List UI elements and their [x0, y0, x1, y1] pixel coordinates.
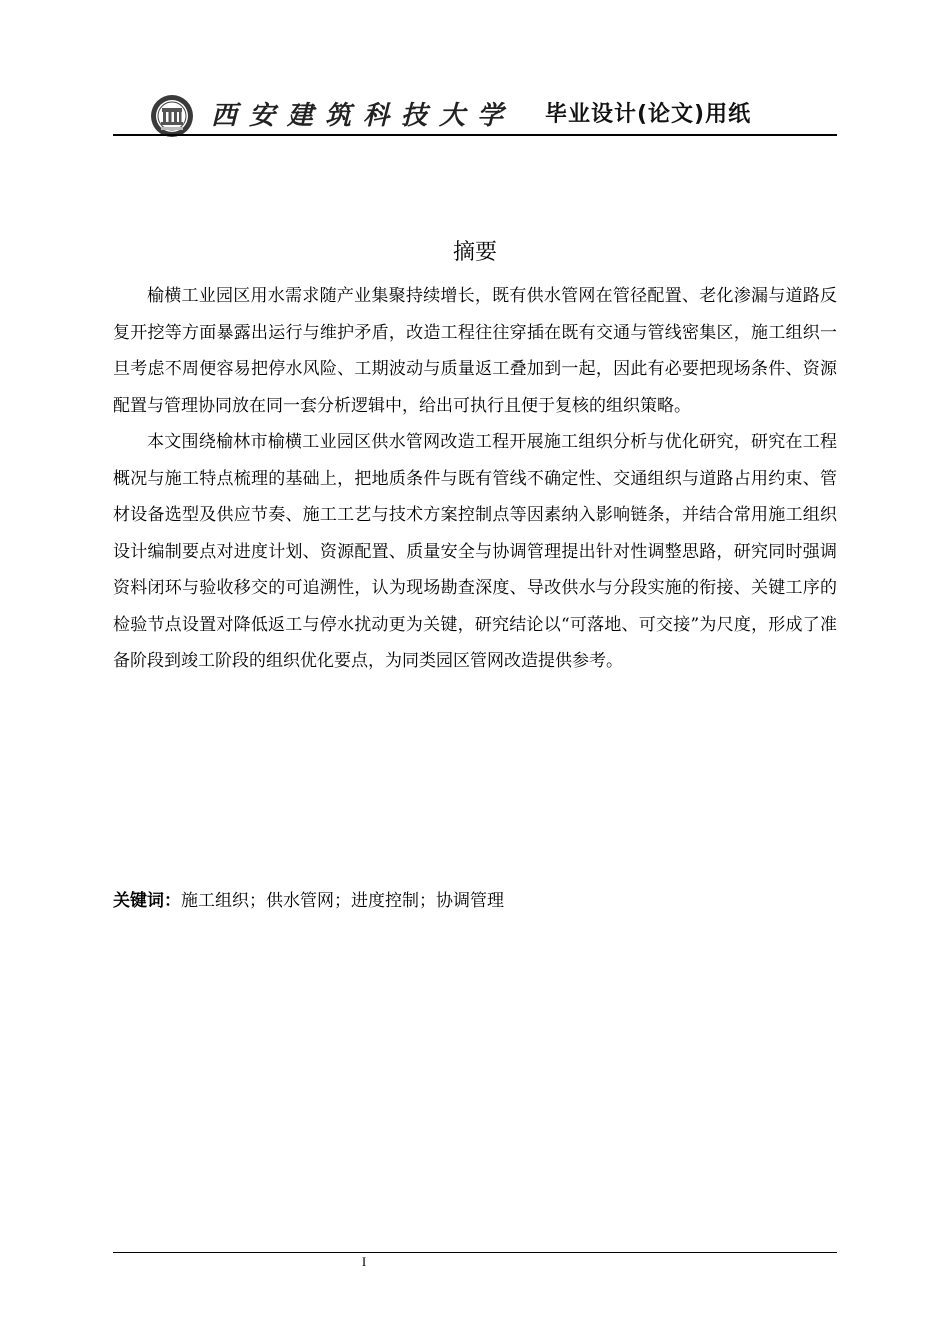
keywords-label: 关键词：: [113, 891, 181, 911]
abstract-paragraph-1: 榆横工业园区用水需求随产业集聚持续增长，既有供水管网在管径配置、老化渗漏与道路反复开挖等方面暴露出运行与维护矛盾，改造工程往往穿插在既有交通与管线密集区，施工组织一旦考虑不周便容易把停水风险、工期波动与质量返工叠加到一起，因此有必要把现场条件、资源配置与管理协同放在同一套分析逻辑中，给出可执行且便于复核的组织策略。: [113, 286, 837, 416]
university-seal-icon: [150, 94, 194, 138]
abstract-body: [113, 278, 837, 680]
header-divider: [113, 134, 837, 136]
abstract-title: 摘要: [452, 240, 497, 265]
abstract-paragraph-2: 本文围绕榆林市榆横工业园区供水管网改造工程开展施工组织分析与优化研究，研究在工程概况与施工特点梳理的基础上，把地质条件与既有管线不确定性、交通组织与道路占用约束、管材设备选型及供应节奏、施工工艺与技术方案控制点等因素纳入影响链条，并结合常用施工组织设计编制要点对进度计划、资源配置、质量安全与协调管理提出针对性调整思路，研究同时强调资料闭环与验收移交的可追溯性，认为现场勘查深度、导改供水与分段实施的衔接、关键工序的检验节点设置对降低返工与停水扰动更为关键，研究结论以“可落地、可交接”为尺度，形成了准备阶段到竣工阶段的组织优化要点，为同类园区管网改造提供参考。: [113, 432, 837, 671]
keywords-line: [113, 884, 837, 918]
page-header: [113, 86, 837, 136]
keywords-value: 施工组织；供水管网；进度控制；协调管理: [181, 891, 504, 911]
paper-type-label: 毕业设计(论文)用纸: [545, 102, 752, 127]
page-number: I: [361, 1254, 367, 1269]
footer-divider: [113, 1252, 837, 1253]
university-name: 西安建筑科技大学: [211, 101, 516, 131]
